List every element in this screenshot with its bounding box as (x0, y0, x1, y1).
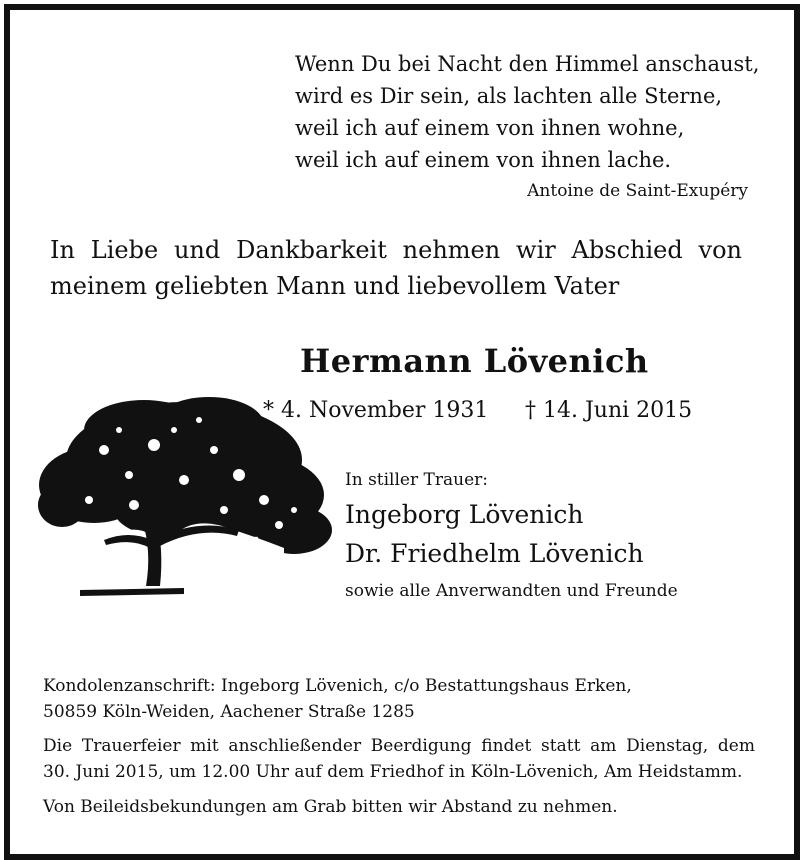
relatives-note: sowie alle Anverwandten und Freunde (345, 581, 678, 601)
tree-illustration (34, 390, 334, 600)
quote-author: Antoine de Saint-Exupéry (527, 181, 748, 201)
intro-line: meinem geliebten Mann und liebevollem Vater (50, 272, 620, 300)
mourner-name: Ingeborg Lövenich (345, 500, 584, 529)
death-date: † 14. Juni 2015 (525, 398, 693, 423)
quote-line: wird es Dir sein, als lachten alle Sterne, (295, 84, 723, 108)
mourners-label: In stiller Trauer: (345, 470, 488, 490)
intro-line: In Liebe und Dankbarkeit nehmen wir Abschied von (50, 236, 742, 264)
funeral-info: 30. Juni 2015, um 12.00 Uhr auf dem Friedhof in Köln-Lövenich, Am Heidstamm. (43, 762, 743, 782)
deceased-name: Hermann Lövenich (300, 342, 649, 380)
birth-date: * 4. November 1931 (263, 398, 489, 423)
condolence-address: Kondolenzanschrift: Ingeborg Lövenich, c/o Bestattungshaus Erken, (43, 676, 632, 696)
quote-line: weil ich auf einem von ihnen wohne, (295, 116, 685, 140)
condolence-request: Von Beileidsbekundungen am Grab bitten wir Abstand zu nehmen. (43, 797, 618, 817)
quote-line: Wenn Du bei Nacht den Himmel anschaust, (295, 52, 760, 76)
mourner-name: Dr. Friedhelm Lövenich (345, 539, 644, 568)
obituary-notice (4, 4, 800, 860)
funeral-info: Die Trauerfeier mit anschließender Beerdigung findet statt am Dienstag, dem (43, 736, 755, 756)
quote-line: weil ich auf einem von ihnen lache. (295, 148, 672, 172)
condolence-address: 50859 Köln-Weiden, Aachener Straße 1285 (43, 702, 415, 722)
